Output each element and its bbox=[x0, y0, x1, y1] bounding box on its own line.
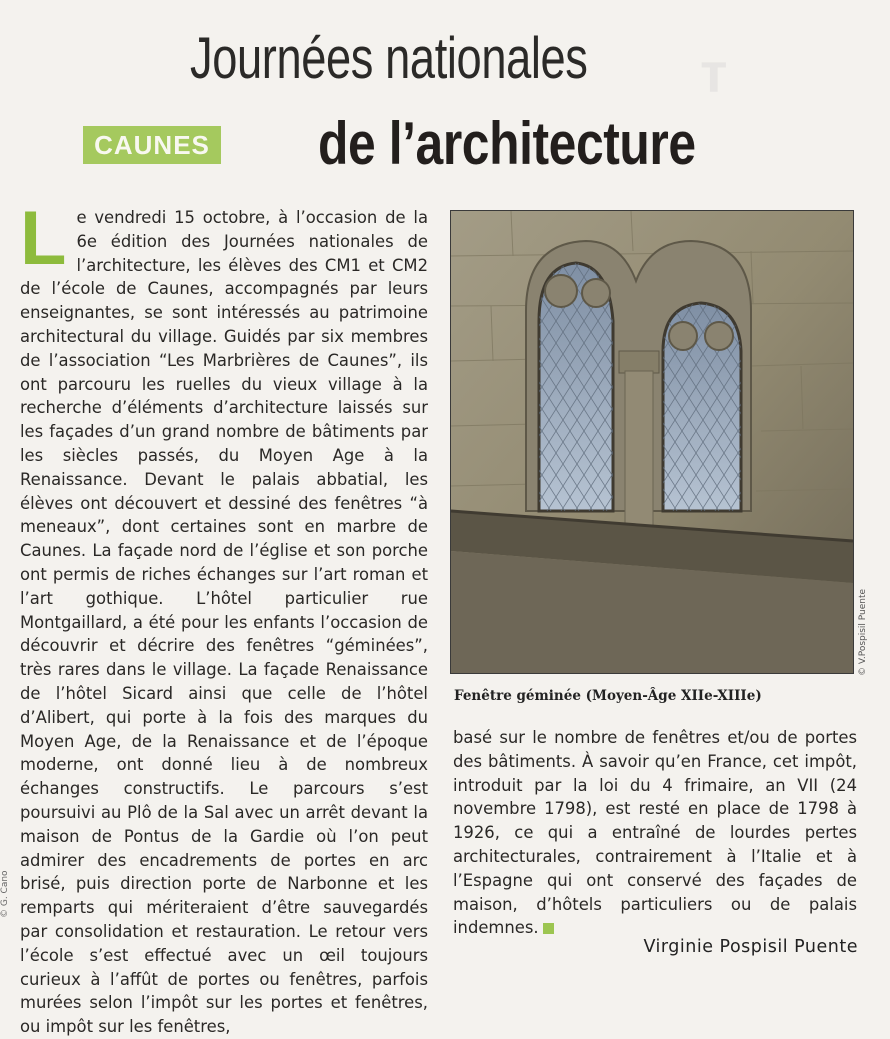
drop-cap: L bbox=[20, 196, 67, 281]
article-author: Virginie Pospisil Puente bbox=[643, 937, 858, 957]
location-badge: CAUNES bbox=[83, 126, 221, 164]
show-through-artifact: ᴛ bbox=[700, 41, 728, 104]
photo-caption: Fenêtre géminée (Moyen-Âge XIIe-XIIIe) bbox=[454, 688, 762, 704]
article-right-column bbox=[453, 726, 857, 940]
article-photo bbox=[450, 210, 854, 674]
article-left-column bbox=[20, 196, 428, 1039]
photo-credit: © V.Pospisil Puente bbox=[858, 588, 868, 676]
article-body-left: e vendredi 15 octobre, à l’occasion de la 6e édition des Journées nationales de l’architecture, les élèves des CM1 et CM2 de l’école de Caunes, accompagnés par leurs enseignantes, se sont intéressés au patrimoine architectural du village. Guidés par six membres de l’association “Les Marbrières de Caunes”, ils ont parcouru les ruelles du vieux village à la recherche d’éléments d’architecture laissés sur les façades d’un grand nombre de bâtiments par les siècles passés, du Moyen Age à la Renaissance. Devant le palais abbatial, les élèves ont découvert et dessiné des fenêtres “à meneaux”, dont certaines sont en marbre de Caunes. La façade nord de l’église et son porche ont permis de riches échanges sur l’art roman et l’art gothique. L’hôtel particulier rue Montgaillard, a été pour les enfants l’occasion de découvrir et décrire des fenêtres “géminées”, très rares dans le village. La façade Renaissance de l’hôtel Sicard ainsi que celle de l’hôtel d’Alibert, qui porte à la fois des marques du Moyen Age, de la Renaissance et de l’époque moderne, ont donné lieu à de nombreux échanges constructifs. Le parcours s’est poursuivi au Plô de la Sal avec un arrêt devant la maison de Pontus de la Gardie où l’on peut admirer des encadrements de portes en arc brisé, puis direction porte de Narbonne et les remparts qui mériteraient d’être sauvegardés par consolidation et restauration. Le retour vers l’école s’est effectué avec un œil toujours curieux à l’affût de portes ou fenêtres, parfois murées selon l’impôt sur les portes et fenêtres, ou impôt sur les fenêtres, bbox=[20, 208, 428, 1037]
gothic-twin-window-illustration bbox=[451, 211, 853, 673]
article-body-right: basé sur le nombre de fenêtres et/ou de portes des bâtiments. À savoir qu’en France, cet impôt, introduit par la loi du 4 frimaire, an VII (24 novembre 1798), est resté en place de 1798 à 1926, ce qui a entraîné de lourdes pertes architecturales, contrairement à l’Italie et à l’Espagne qui ont conservé des façades de maison, d’hôtels particuliers ou de palais indemnes. bbox=[453, 728, 857, 938]
headline-line-1: Journées nationales bbox=[190, 26, 588, 91]
headline-line-2: de l’architecture bbox=[318, 110, 696, 177]
end-of-article-mark bbox=[543, 923, 554, 934]
side-credit: © G. Cano bbox=[0, 870, 10, 918]
